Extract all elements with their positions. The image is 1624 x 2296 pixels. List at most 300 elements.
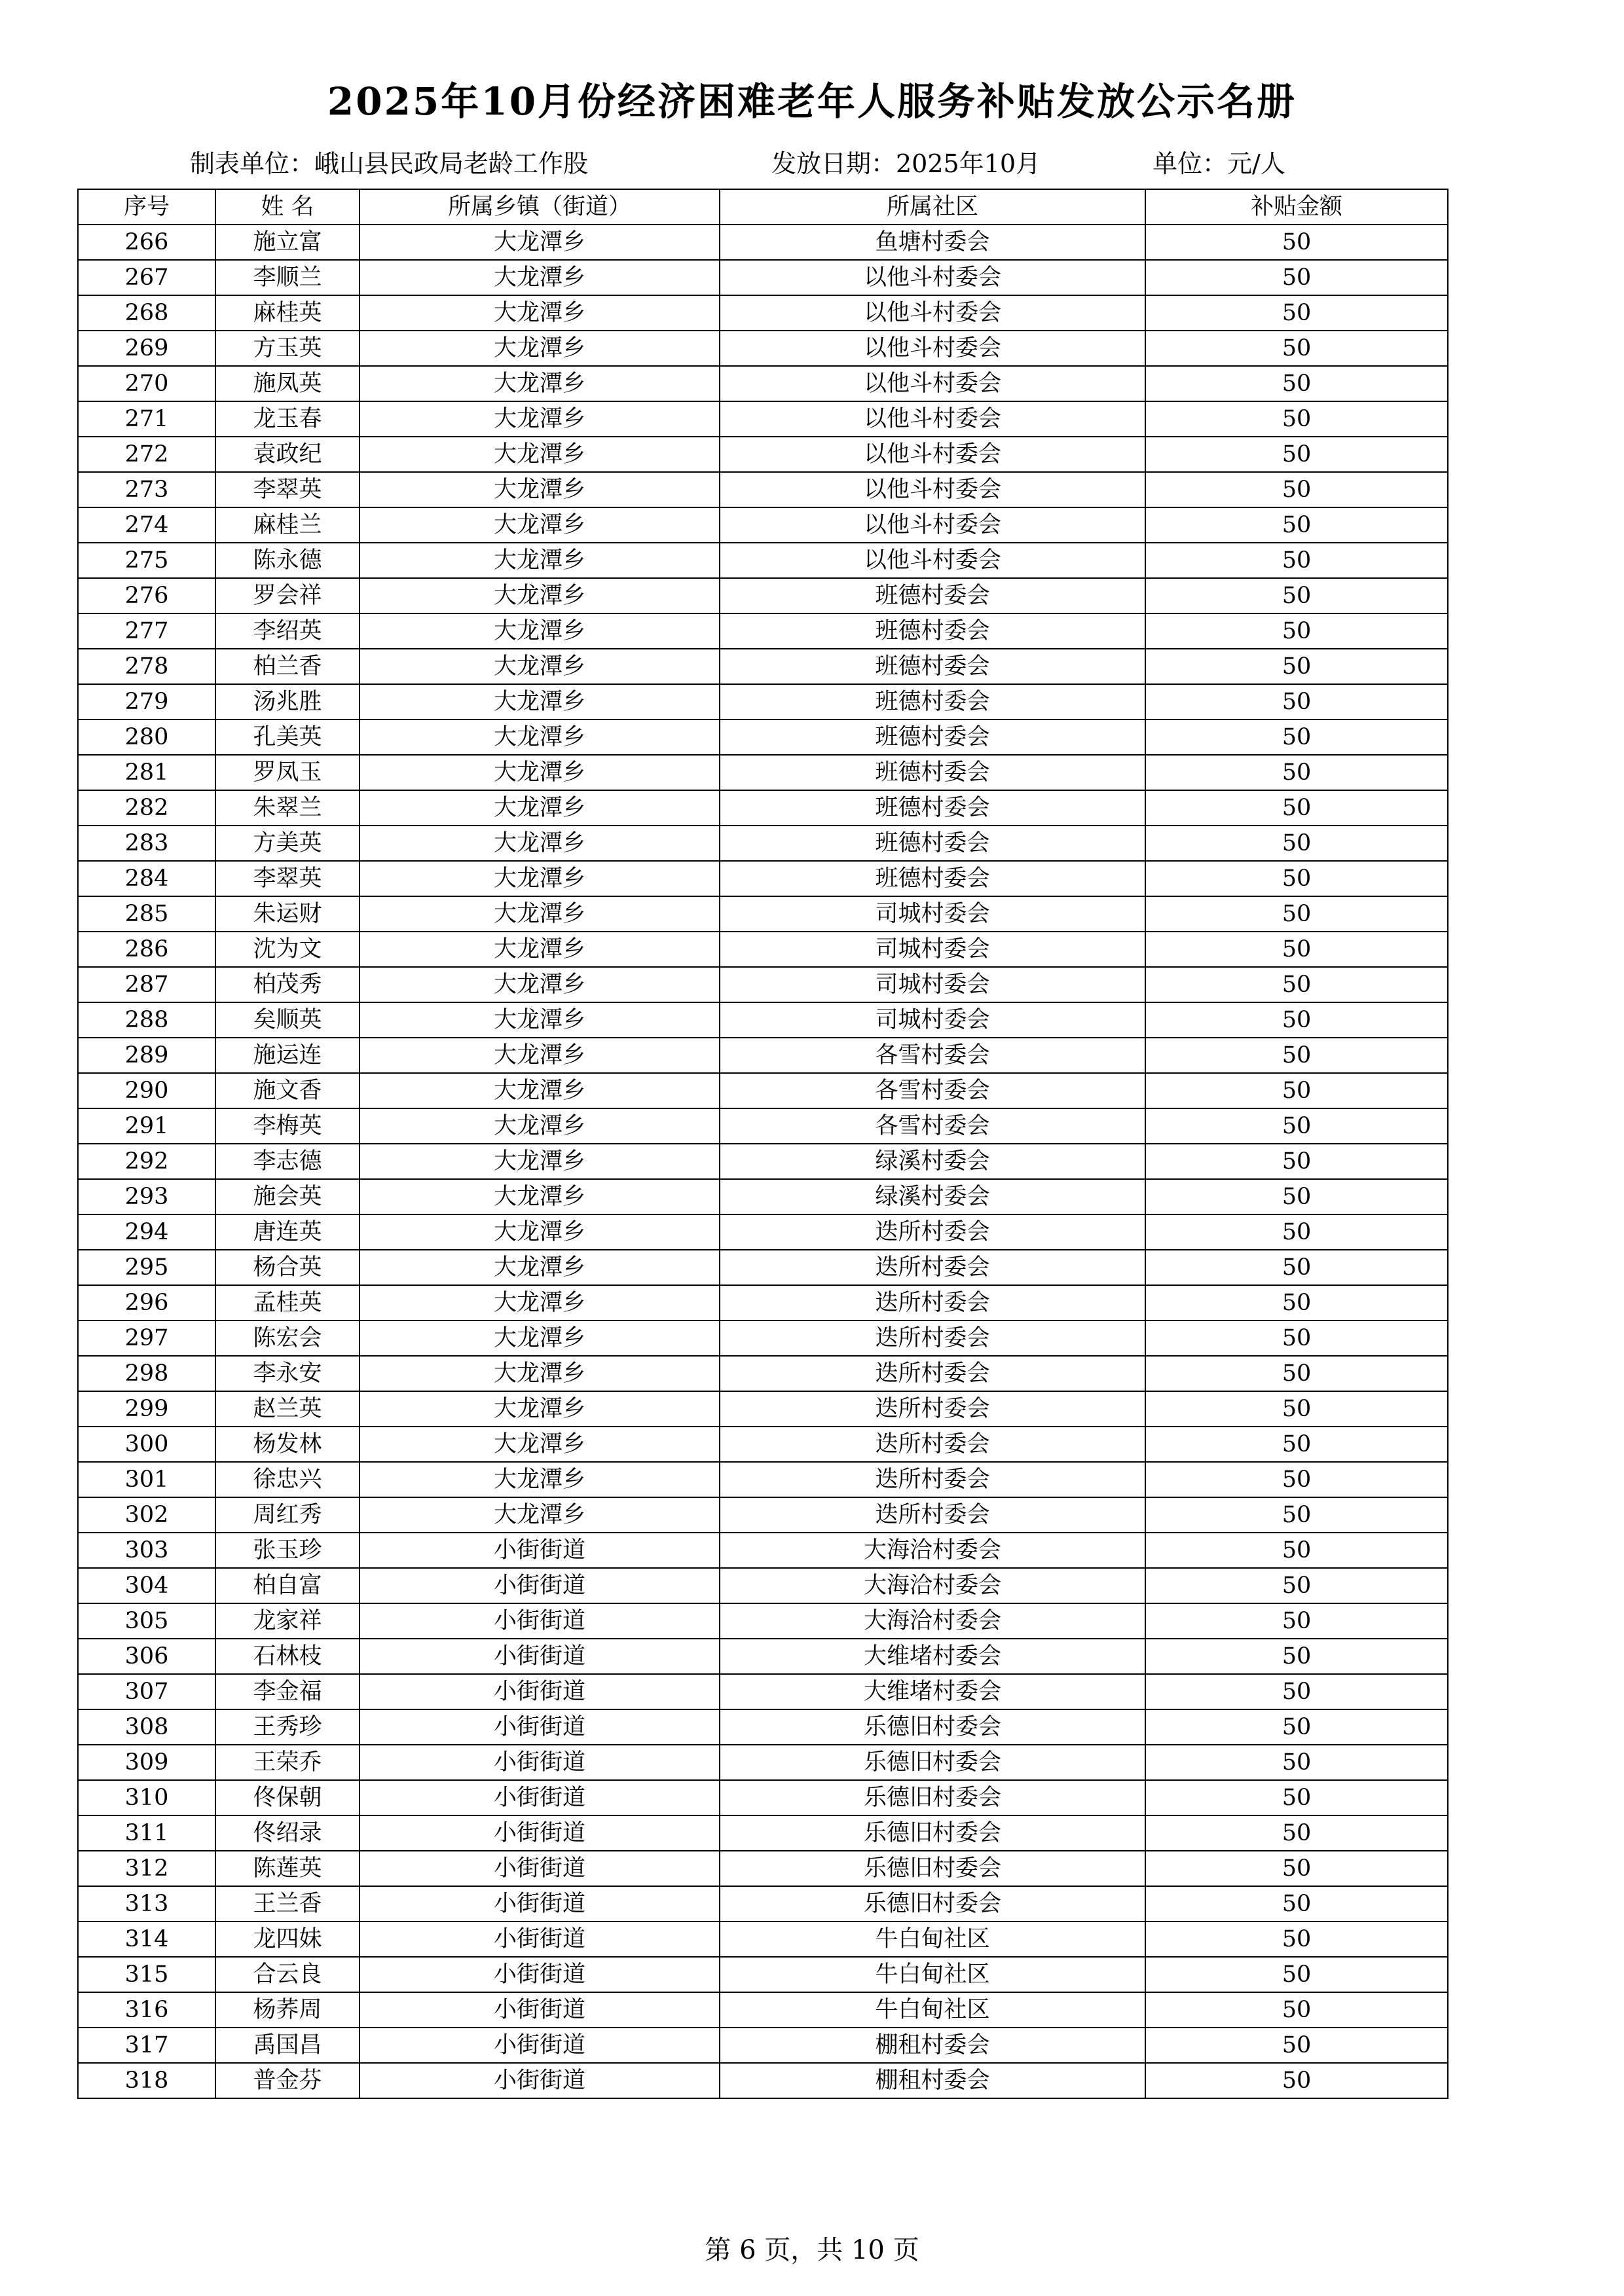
table-row — [78, 366, 1448, 401]
cell-amount: 50 — [1145, 1073, 1448, 1108]
cell-name: 杨荞周 — [215, 1992, 360, 2028]
cell-township: 小街街道 — [360, 2028, 720, 2063]
cell-serial: 279 — [78, 684, 215, 720]
cell-name: 朱运财 — [215, 896, 360, 932]
cell-serial: 306 — [78, 1639, 215, 1674]
cell-township: 大龙潭乡 — [360, 437, 720, 472]
cell-name: 矣顺英 — [215, 1002, 360, 1038]
cell-township: 大龙潭乡 — [360, 543, 720, 578]
cell-community: 以他斗村委会 — [720, 295, 1145, 331]
cell-amount: 50 — [1145, 1533, 1448, 1568]
cell-township: 小街街道 — [360, 1815, 720, 1851]
cell-amount: 50 — [1145, 896, 1448, 932]
cell-community: 大海洽村委会 — [720, 1533, 1145, 1568]
table-row — [78, 401, 1448, 437]
cell-name: 张玉珍 — [215, 1533, 360, 1568]
cell-community: 以他斗村委会 — [720, 401, 1145, 437]
cell-name: 罗会祥 — [215, 578, 360, 613]
header-serial: 序号 — [78, 189, 215, 225]
table-row — [78, 1639, 1448, 1674]
cell-community: 迭所村委会 — [720, 1497, 1145, 1533]
cell-amount: 50 — [1145, 260, 1448, 295]
cell-community: 各雪村委会 — [720, 1073, 1145, 1108]
table-row — [78, 2028, 1448, 2063]
cell-amount: 50 — [1145, 861, 1448, 896]
cell-township: 大龙潭乡 — [360, 1285, 720, 1321]
cell-name: 徐忠兴 — [215, 1462, 360, 1497]
cell-community: 迭所村委会 — [720, 1356, 1145, 1391]
cell-name: 袁政纪 — [215, 437, 360, 472]
cell-amount: 50 — [1145, 1462, 1448, 1497]
cell-amount: 50 — [1145, 1250, 1448, 1285]
cell-township: 大龙潭乡 — [360, 1002, 720, 1038]
cell-community: 以他斗村委会 — [720, 543, 1145, 578]
cell-serial: 312 — [78, 1851, 215, 1886]
cell-township: 大龙潭乡 — [360, 295, 720, 331]
cell-name: 施文香 — [215, 1073, 360, 1108]
cell-township: 大龙潭乡 — [360, 649, 720, 684]
cell-township: 大龙潭乡 — [360, 755, 720, 790]
cell-serial: 293 — [78, 1179, 215, 1214]
cell-amount: 50 — [1145, 1321, 1448, 1356]
cell-community: 迭所村委会 — [720, 1321, 1145, 1356]
cell-amount: 50 — [1145, 967, 1448, 1002]
page-footer: 第 6 页，共 10 页 — [705, 2235, 919, 2265]
cell-amount: 50 — [1145, 1674, 1448, 1709]
subsidy-roster-table — [77, 189, 1449, 2099]
cell-township: 大龙潭乡 — [360, 472, 720, 507]
cell-serial: 303 — [78, 1533, 215, 1568]
cell-name: 施立富 — [215, 225, 360, 260]
cell-serial: 269 — [78, 331, 215, 366]
table-row — [78, 1745, 1448, 1780]
cell-township: 大龙潭乡 — [360, 1356, 720, 1391]
cell-amount: 50 — [1145, 1108, 1448, 1144]
cell-township: 大龙潭乡 — [360, 1321, 720, 1356]
cell-community: 班德村委会 — [720, 826, 1145, 861]
cell-township: 大龙潭乡 — [360, 578, 720, 613]
cell-community: 以他斗村委会 — [720, 331, 1145, 366]
cell-township: 大龙潭乡 — [360, 861, 720, 896]
cell-community: 迭所村委会 — [720, 1285, 1145, 1321]
table-header-row — [78, 189, 1448, 225]
cell-name: 柏茂秀 — [215, 967, 360, 1002]
table-row — [78, 1427, 1448, 1462]
cell-serial: 275 — [78, 543, 215, 578]
cell-serial: 296 — [78, 1285, 215, 1321]
cell-name: 龙家祥 — [215, 1603, 360, 1639]
cell-amount: 50 — [1145, 1639, 1448, 1674]
cell-amount: 50 — [1145, 1497, 1448, 1533]
cell-township: 小街街道 — [360, 1709, 720, 1745]
cell-name: 施运连 — [215, 1038, 360, 1073]
table-row — [78, 2063, 1448, 2098]
cell-amount: 50 — [1145, 1780, 1448, 1815]
table-body — [78, 225, 1448, 2098]
cell-amount: 50 — [1145, 1992, 1448, 2028]
document-title: 2025年10月份经济困难老年人服务补贴发放公示名册 — [327, 79, 1297, 124]
cell-name: 赵兰英 — [215, 1391, 360, 1427]
cell-amount: 50 — [1145, 295, 1448, 331]
cell-township: 大龙潭乡 — [360, 1144, 720, 1179]
cell-township: 小街街道 — [360, 2063, 720, 2098]
table-row — [78, 1815, 1448, 1851]
cell-name: 李顺兰 — [215, 260, 360, 295]
cell-name: 禹国昌 — [215, 2028, 360, 2063]
cell-name: 杨合英 — [215, 1250, 360, 1285]
cell-name: 柏兰香 — [215, 649, 360, 684]
cell-township: 大龙潭乡 — [360, 1108, 720, 1144]
cell-township: 大龙潭乡 — [360, 684, 720, 720]
cell-township: 大龙潭乡 — [360, 720, 720, 755]
cell-amount: 50 — [1145, 507, 1448, 543]
table-row — [78, 790, 1448, 826]
cell-amount: 50 — [1145, 1851, 1448, 1886]
cell-township: 大龙潭乡 — [360, 225, 720, 260]
cell-amount: 50 — [1145, 684, 1448, 720]
table-row — [78, 543, 1448, 578]
cell-serial: 311 — [78, 1815, 215, 1851]
cell-serial: 270 — [78, 366, 215, 401]
cell-township: 大龙潭乡 — [360, 1038, 720, 1073]
cell-name: 李翠英 — [215, 472, 360, 507]
cell-amount: 50 — [1145, 1709, 1448, 1745]
cell-serial: 280 — [78, 720, 215, 755]
cell-community: 牛白甸社区 — [720, 1957, 1145, 1992]
cell-community: 牛白甸社区 — [720, 1992, 1145, 2028]
cell-community: 各雪村委会 — [720, 1108, 1145, 1144]
cell-amount: 50 — [1145, 1815, 1448, 1851]
issue-date: 发放日期：2025年10月 — [771, 149, 1041, 178]
cell-amount: 50 — [1145, 1922, 1448, 1957]
cell-name: 周红秀 — [215, 1497, 360, 1533]
cell-name: 施会英 — [215, 1179, 360, 1214]
cell-township: 小街街道 — [360, 1886, 720, 1922]
cell-community: 乐德旧村委会 — [720, 1709, 1145, 1745]
cell-amount: 50 — [1145, 1391, 1448, 1427]
table-row — [78, 1851, 1448, 1886]
cell-community: 班德村委会 — [720, 790, 1145, 826]
cell-community: 司城村委会 — [720, 932, 1145, 967]
table-row — [78, 755, 1448, 790]
cell-community: 司城村委会 — [720, 1002, 1145, 1038]
cell-amount: 50 — [1145, 826, 1448, 861]
cell-serial: 313 — [78, 1886, 215, 1922]
cell-township: 大龙潭乡 — [360, 1462, 720, 1497]
cell-community: 班德村委会 — [720, 649, 1145, 684]
table-row — [78, 578, 1448, 613]
cell-name: 王兰香 — [215, 1886, 360, 1922]
cell-amount: 50 — [1145, 1603, 1448, 1639]
cell-township: 小街街道 — [360, 1922, 720, 1957]
cell-serial: 282 — [78, 790, 215, 826]
cell-community: 班德村委会 — [720, 613, 1145, 649]
table-row — [78, 1497, 1448, 1533]
table-row — [78, 1321, 1448, 1356]
cell-amount: 50 — [1145, 1214, 1448, 1250]
table-row — [78, 1073, 1448, 1108]
cell-community: 鱼塘村委会 — [720, 225, 1145, 260]
cell-community: 棚租村委会 — [720, 2028, 1145, 2063]
table-row — [78, 260, 1448, 295]
cell-name: 佟保朝 — [215, 1780, 360, 1815]
cell-serial: 267 — [78, 260, 215, 295]
cell-community: 以他斗村委会 — [720, 472, 1145, 507]
cell-amount: 50 — [1145, 1427, 1448, 1462]
cell-community: 各雪村委会 — [720, 1038, 1145, 1073]
table-row — [78, 1285, 1448, 1321]
cell-serial: 292 — [78, 1144, 215, 1179]
cell-township: 小街街道 — [360, 1780, 720, 1815]
cell-name: 汤兆胜 — [215, 684, 360, 720]
cell-township: 大龙潭乡 — [360, 1073, 720, 1108]
cell-township: 大龙潭乡 — [360, 1214, 720, 1250]
cell-community: 司城村委会 — [720, 896, 1145, 932]
cell-township: 小街街道 — [360, 1639, 720, 1674]
cell-serial: 317 — [78, 2028, 215, 2063]
cell-serial: 288 — [78, 1002, 215, 1038]
cell-amount: 50 — [1145, 790, 1448, 826]
cell-name: 合云良 — [215, 1957, 360, 1992]
cell-name: 李翠英 — [215, 861, 360, 896]
cell-name: 陈永德 — [215, 543, 360, 578]
cell-community: 以他斗村委会 — [720, 260, 1145, 295]
table-row — [78, 613, 1448, 649]
cell-amount: 50 — [1145, 578, 1448, 613]
cell-name: 李金福 — [215, 1674, 360, 1709]
cell-name: 麻桂兰 — [215, 507, 360, 543]
cell-amount: 50 — [1145, 1038, 1448, 1073]
cell-name: 方玉英 — [215, 331, 360, 366]
cell-serial: 310 — [78, 1780, 215, 1815]
header-community: 所属社区 — [720, 189, 1145, 225]
cell-serial: 291 — [78, 1108, 215, 1144]
cell-serial: 287 — [78, 967, 215, 1002]
table-row — [78, 1214, 1448, 1250]
cell-township: 小街街道 — [360, 1957, 720, 1992]
cell-township: 大龙潭乡 — [360, 826, 720, 861]
table-row — [78, 1250, 1448, 1285]
cell-community: 迭所村委会 — [720, 1391, 1145, 1427]
cell-name: 麻桂英 — [215, 295, 360, 331]
cell-serial: 284 — [78, 861, 215, 896]
header-township: 所属乡镇（街道） — [360, 189, 720, 225]
cell-serial: 304 — [78, 1568, 215, 1603]
cell-amount: 50 — [1145, 2028, 1448, 2063]
cell-serial: 278 — [78, 649, 215, 684]
cell-serial: 318 — [78, 2063, 215, 2098]
cell-community: 乐德旧村委会 — [720, 1815, 1145, 1851]
table-row — [78, 1709, 1448, 1745]
cell-amount: 50 — [1145, 755, 1448, 790]
table-row — [78, 1957, 1448, 1992]
table-row — [78, 1992, 1448, 2028]
cell-community: 迭所村委会 — [720, 1214, 1145, 1250]
cell-serial: 285 — [78, 896, 215, 932]
table-row — [78, 861, 1448, 896]
cell-community: 乐德旧村委会 — [720, 1780, 1145, 1815]
cell-amount: 50 — [1145, 366, 1448, 401]
cell-serial: 297 — [78, 1321, 215, 1356]
table-row — [78, 1780, 1448, 1815]
cell-community: 司城村委会 — [720, 967, 1145, 1002]
cell-serial: 307 — [78, 1674, 215, 1709]
cell-name: 陈莲英 — [215, 1851, 360, 1886]
table-row — [78, 1356, 1448, 1391]
cell-serial: 305 — [78, 1603, 215, 1639]
cell-name: 李志德 — [215, 1144, 360, 1179]
cell-serial: 315 — [78, 1957, 215, 1992]
table-row — [78, 295, 1448, 331]
cell-township: 大龙潭乡 — [360, 401, 720, 437]
cell-community: 绿溪村委会 — [720, 1144, 1145, 1179]
cell-township: 大龙潭乡 — [360, 967, 720, 1002]
cell-serial: 271 — [78, 401, 215, 437]
cell-name: 孔美英 — [215, 720, 360, 755]
cell-name: 孟桂英 — [215, 1285, 360, 1321]
table-row — [78, 720, 1448, 755]
cell-serial: 301 — [78, 1462, 215, 1497]
table-row — [78, 1144, 1448, 1179]
table-row — [78, 1391, 1448, 1427]
table-row — [78, 507, 1448, 543]
cell-township: 大龙潭乡 — [360, 331, 720, 366]
cell-township: 小街街道 — [360, 1992, 720, 2028]
cell-amount: 50 — [1145, 225, 1448, 260]
cell-serial: 308 — [78, 1709, 215, 1745]
table-row — [78, 1568, 1448, 1603]
cell-amount: 50 — [1145, 1957, 1448, 1992]
cell-community: 迭所村委会 — [720, 1462, 1145, 1497]
cell-amount: 50 — [1145, 331, 1448, 366]
cell-amount: 50 — [1145, 472, 1448, 507]
cell-amount: 50 — [1145, 1356, 1448, 1391]
cell-community: 班德村委会 — [720, 684, 1145, 720]
cell-serial: 283 — [78, 826, 215, 861]
header-amount: 补贴金额 — [1145, 189, 1448, 225]
cell-name: 唐连英 — [215, 1214, 360, 1250]
cell-community: 班德村委会 — [720, 861, 1145, 896]
cell-amount: 50 — [1145, 1745, 1448, 1780]
cell-serial: 299 — [78, 1391, 215, 1427]
table-row — [78, 1108, 1448, 1144]
cell-township: 大龙潭乡 — [360, 1250, 720, 1285]
cell-serial: 273 — [78, 472, 215, 507]
cell-community: 以他斗村委会 — [720, 437, 1145, 472]
cell-serial: 294 — [78, 1214, 215, 1250]
table-row — [78, 437, 1448, 472]
cell-name: 施凤英 — [215, 366, 360, 401]
table-row — [78, 472, 1448, 507]
cell-serial: 314 — [78, 1922, 215, 1957]
cell-serial: 298 — [78, 1356, 215, 1391]
cell-name: 李永安 — [215, 1356, 360, 1391]
table-row — [78, 1922, 1448, 1957]
table-row — [78, 1179, 1448, 1214]
cell-township: 大龙潭乡 — [360, 896, 720, 932]
cell-name: 王荣乔 — [215, 1745, 360, 1780]
cell-name: 方美英 — [215, 826, 360, 861]
table-row — [78, 649, 1448, 684]
cell-amount: 50 — [1145, 1002, 1448, 1038]
cell-serial: 302 — [78, 1497, 215, 1533]
cell-community: 大海洽村委会 — [720, 1603, 1145, 1639]
cell-township: 大龙潭乡 — [360, 613, 720, 649]
cell-community: 班德村委会 — [720, 578, 1145, 613]
table-row — [78, 932, 1448, 967]
cell-amount: 50 — [1145, 1144, 1448, 1179]
cell-township: 小街街道 — [360, 1568, 720, 1603]
cell-serial: 309 — [78, 1745, 215, 1780]
cell-name: 李绍英 — [215, 613, 360, 649]
cell-community: 乐德旧村委会 — [720, 1851, 1145, 1886]
cell-township: 小街街道 — [360, 1533, 720, 1568]
currency-unit: 单位：元/人 — [1153, 149, 1285, 178]
cell-community: 大维堵村委会 — [720, 1674, 1145, 1709]
table-row — [78, 225, 1448, 260]
table-row — [78, 967, 1448, 1002]
cell-amount: 50 — [1145, 1568, 1448, 1603]
cell-serial: 290 — [78, 1073, 215, 1108]
table-row — [78, 1002, 1448, 1038]
cell-township: 大龙潭乡 — [360, 1179, 720, 1214]
cell-amount: 50 — [1145, 543, 1448, 578]
cell-serial: 289 — [78, 1038, 215, 1073]
table-row — [78, 896, 1448, 932]
cell-amount: 50 — [1145, 1179, 1448, 1214]
cell-township: 大龙潭乡 — [360, 1391, 720, 1427]
cell-serial: 276 — [78, 578, 215, 613]
cell-amount: 50 — [1145, 932, 1448, 967]
cell-community: 棚租村委会 — [720, 2063, 1145, 2098]
cell-community: 以他斗村委会 — [720, 366, 1145, 401]
cell-name: 李梅英 — [215, 1108, 360, 1144]
cell-amount: 50 — [1145, 437, 1448, 472]
cell-community: 迭所村委会 — [720, 1427, 1145, 1462]
cell-serial: 316 — [78, 1992, 215, 2028]
cell-township: 大龙潭乡 — [360, 1427, 720, 1462]
cell-community: 班德村委会 — [720, 755, 1145, 790]
cell-amount: 50 — [1145, 1886, 1448, 1922]
table-row — [78, 684, 1448, 720]
cell-township: 大龙潭乡 — [360, 366, 720, 401]
cell-serial: 272 — [78, 437, 215, 472]
cell-community: 乐德旧村委会 — [720, 1886, 1145, 1922]
table-row — [78, 1462, 1448, 1497]
cell-township: 大龙潭乡 — [360, 1497, 720, 1533]
cell-amount: 50 — [1145, 613, 1448, 649]
cell-name: 佟绍录 — [215, 1815, 360, 1851]
table-row — [78, 1886, 1448, 1922]
cell-township: 大龙潭乡 — [360, 507, 720, 543]
cell-serial: 266 — [78, 225, 215, 260]
cell-township: 小街街道 — [360, 1745, 720, 1780]
header-name: 姓 名 — [215, 189, 360, 225]
cell-amount: 50 — [1145, 1285, 1448, 1321]
table-row — [78, 1533, 1448, 1568]
cell-serial: 268 — [78, 295, 215, 331]
cell-community: 以他斗村委会 — [720, 507, 1145, 543]
cell-name: 陈宏会 — [215, 1321, 360, 1356]
cell-name: 沈为文 — [215, 932, 360, 967]
cell-serial: 300 — [78, 1427, 215, 1462]
issuing-unit: 制表单位：峨山县民政局老龄工作股 — [190, 149, 589, 178]
cell-community: 大海洽村委会 — [720, 1568, 1145, 1603]
cell-community: 迭所村委会 — [720, 1250, 1145, 1285]
cell-serial: 277 — [78, 613, 215, 649]
cell-name: 罗凤玉 — [215, 755, 360, 790]
cell-serial: 286 — [78, 932, 215, 967]
